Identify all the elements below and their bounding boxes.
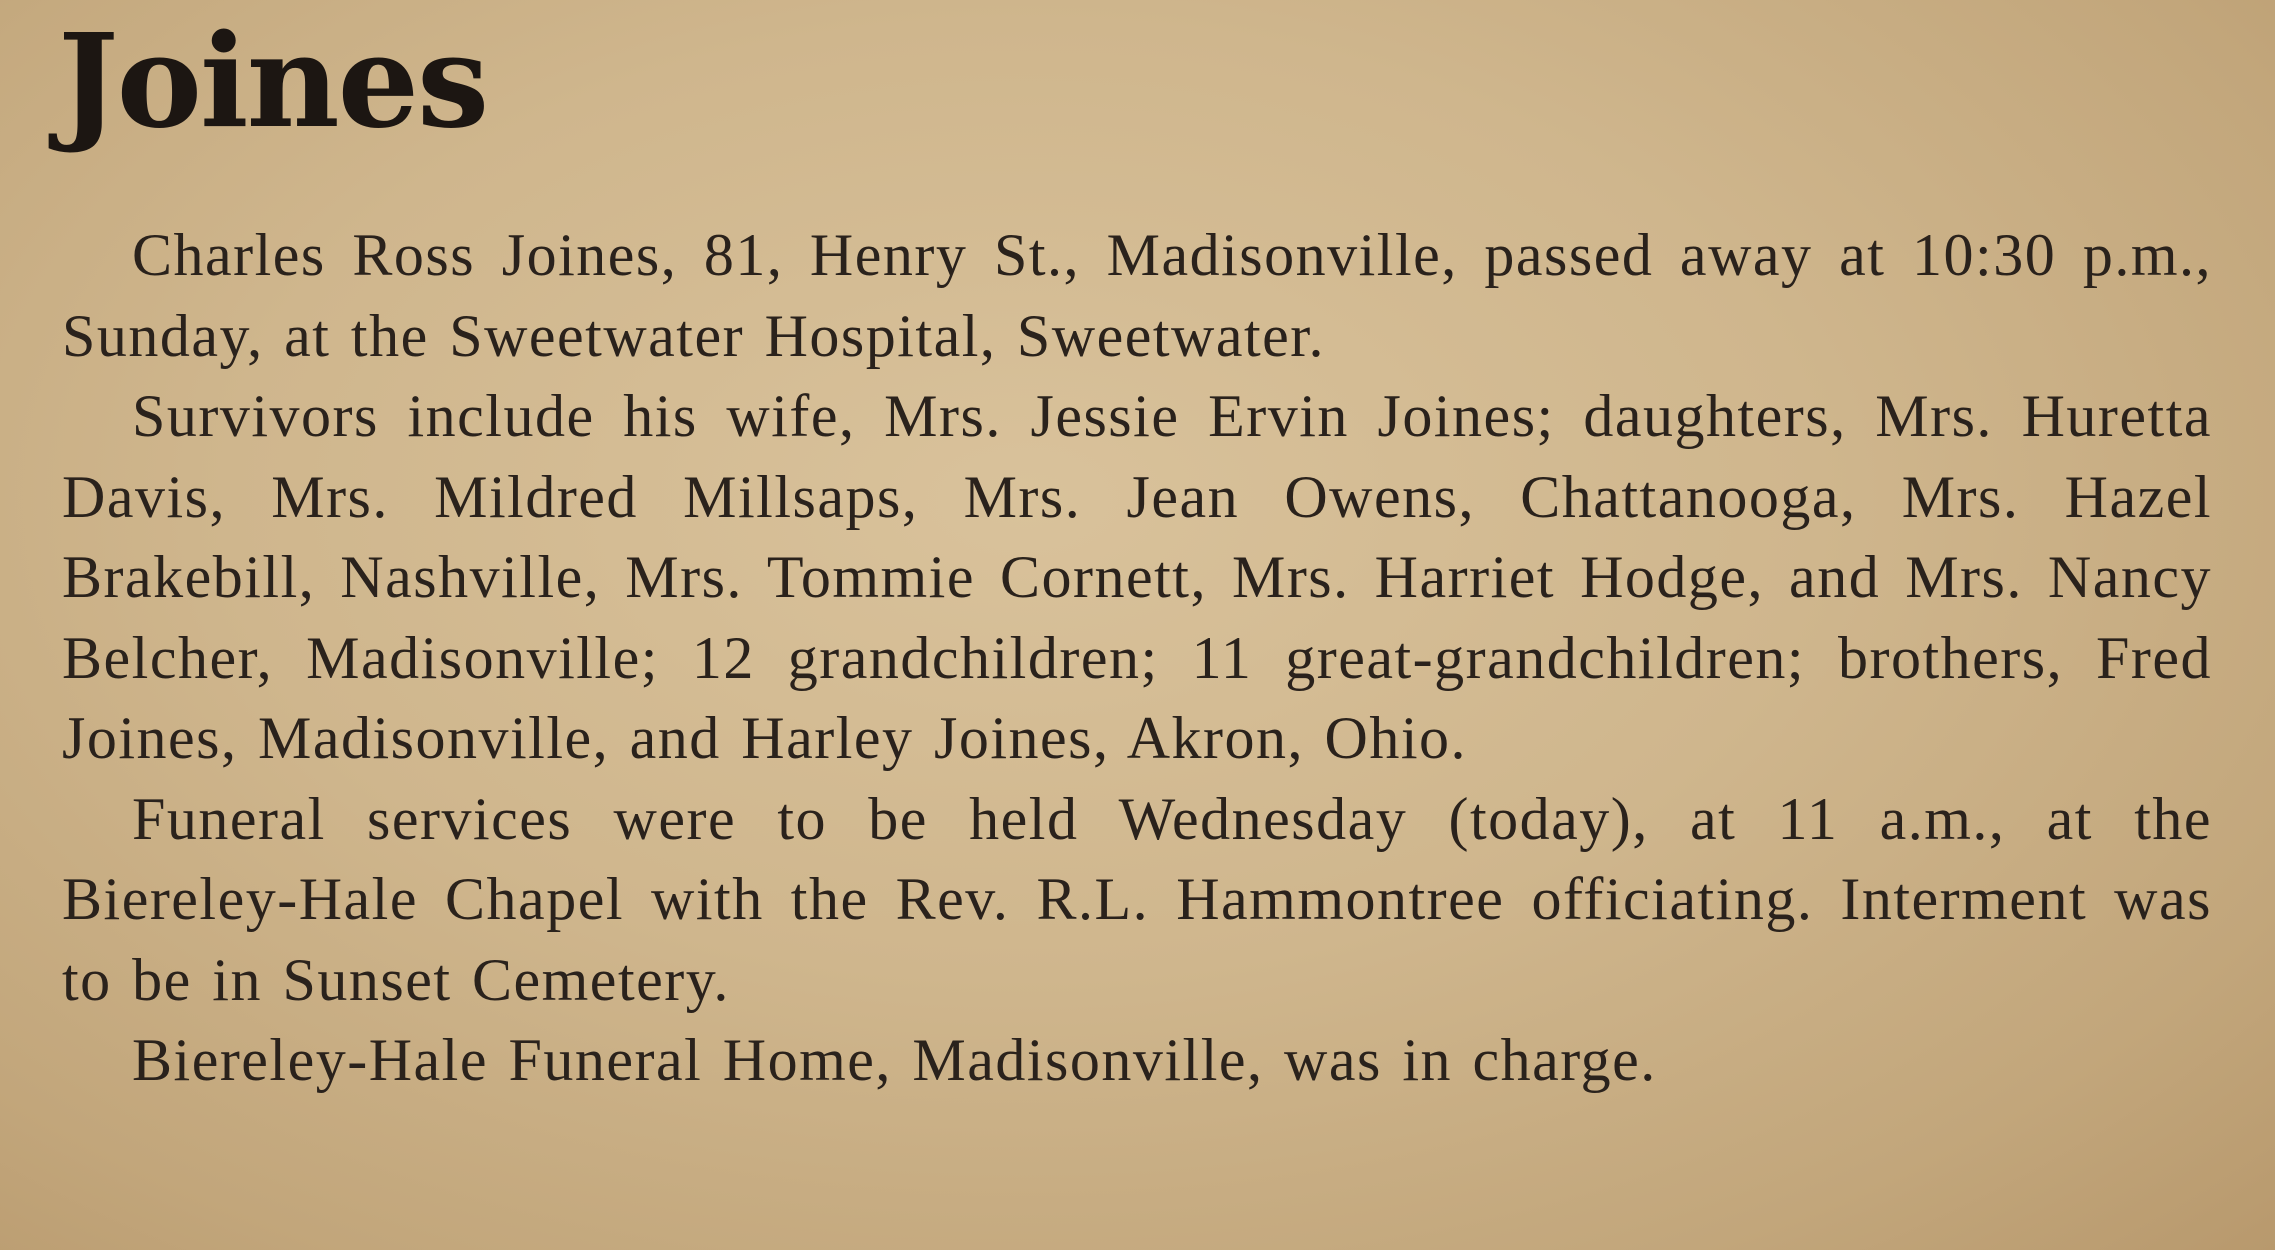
death-notice-paragraph: Charles Ross Joines, 81, Henry St., Madisonville, passed away at 10:30 p.m., Sunday, at the Sweetwater Hospital, Sweetwater. — [62, 222, 2212, 369]
obituary-headline: Joines — [58, 7, 488, 157]
funeral-services-paragraph: Funeral services were to be held Wednesday (today), at 11 a.m., at the Biereley-Hale Chapel with the Rev. R.L. Hammontree officiating. Interment was to be in Sunset Cemetery. — [62, 785, 2212, 1013]
obituary-body — [62, 215, 2212, 1101]
survivors-paragraph: Survivors include his wife, Mrs. Jessie Ervin Joines; daughters, Mrs. Huretta Davis, Mrs. Mildred Millsaps, Mrs. Jean Owens, Chattanooga, Mrs. Hazel Brakebill, Nashville, Mrs. Tommie Cornett, Mrs. Harriet Hodge, and Mrs. Nancy Belcher, Madisonville; 12 grandchildren; 11 great-grandchildren; brothers, Fred Joines, Madisonville, and Harley Joines, Akron, Ohio. — [62, 383, 2212, 771]
funeral-home-paragraph: Biereley-Hale Funeral Home, Madisonville, was in charge. — [132, 1027, 1657, 1093]
